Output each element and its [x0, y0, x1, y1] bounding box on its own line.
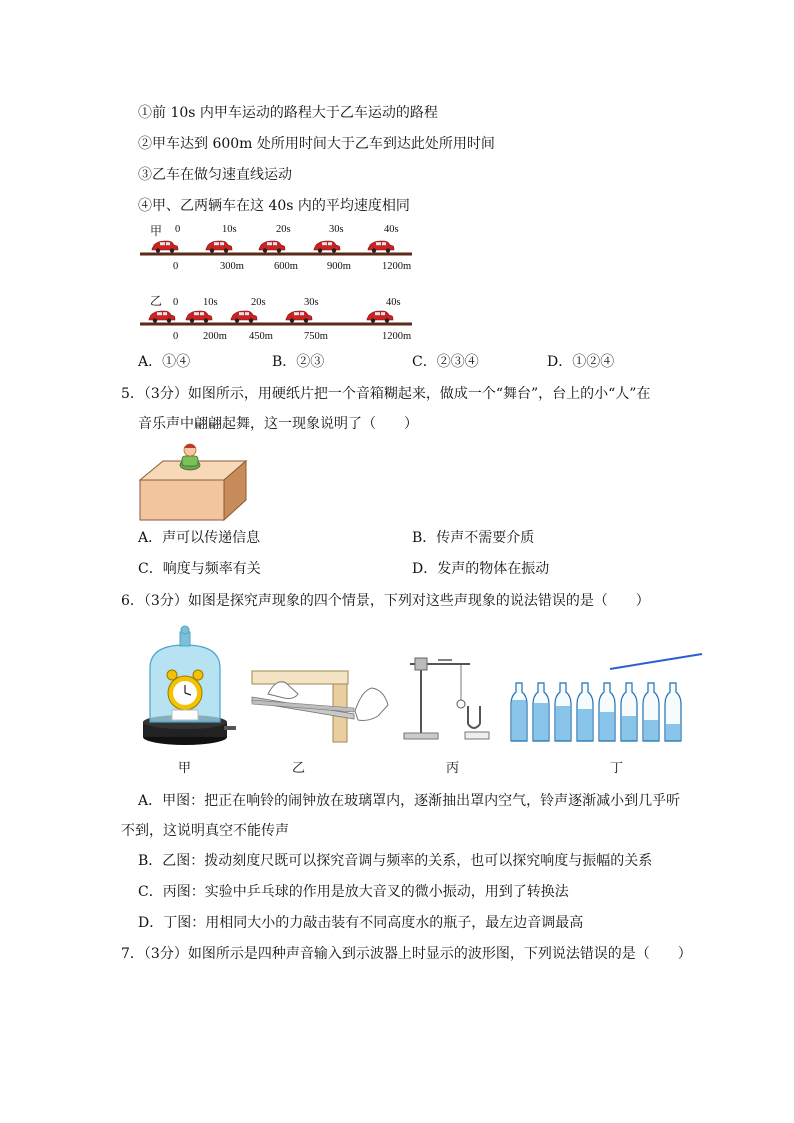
- car-b-time: 40s: [386, 297, 401, 308]
- q4-statement-4: ④甲、乙两辆车在这 40s 内的平均速度相同: [138, 198, 410, 214]
- car-b-time: 10s: [203, 297, 218, 308]
- water-bottles-illustration: [511, 683, 681, 741]
- q4-statement-3: ③乙车在做匀速直线运动: [138, 167, 292, 183]
- bottle: [555, 683, 571, 741]
- q4-option-a: A．①④: [138, 354, 191, 370]
- car-a-label: 甲: [150, 224, 163, 238]
- q4-statement-2: ②甲车达到 600m 处所用时间大于乙车到达此处所用时间: [138, 136, 495, 152]
- car-b-time: 30s: [304, 297, 319, 308]
- q5-stem-line1: 5．（3分）如图所示，用硬纸片把一个音箱糊起来，做成一个“舞台”，台上的小“人”在: [121, 386, 651, 402]
- q4-option-d: D．①②④: [547, 354, 615, 370]
- car-b-time: 0: [173, 297, 179, 308]
- car-b-distance: 1200m: [382, 331, 412, 342]
- q6-stem: 6．（3分）如图是探究声现象的四个情景，下列对这些声现象的说法错误的是（ ）: [121, 593, 650, 609]
- car-a-time: 40s: [384, 224, 399, 235]
- bottle-outline: [621, 683, 637, 741]
- bottle: [577, 683, 593, 741]
- car-a-distance: 900m: [327, 261, 351, 272]
- car-a-distance: 1200m: [382, 261, 412, 272]
- car-b-time: 20s: [251, 297, 266, 308]
- q6-option-a-cont: 不到，这说明真空不能传声: [121, 823, 289, 839]
- fig-label-jia: 甲: [178, 761, 192, 776]
- bottle-outline: [643, 683, 659, 741]
- car-b-distance: 0: [173, 331, 179, 342]
- car-a-time: 0: [175, 224, 181, 235]
- tuning-fork-illustration: [404, 658, 489, 739]
- q6-option-a: A．甲图：把正在响铃的闹钟放在玻璃罩内，逐渐抽出罩内空气，铃声逐渐减小到几乎听: [138, 793, 681, 809]
- car-a-distance: 0: [173, 261, 179, 272]
- fig-label-yi: 乙: [292, 761, 306, 776]
- q6-option-c: C．丙图：实验中乒乓球的作用是放大音叉的微小振动，用到了转换法: [138, 884, 569, 900]
- q6-option-d: D．丁图：用相同大小的力敲击装有不同高度水的瓶子，最左边音调最高: [138, 915, 584, 931]
- car-b-label: 乙: [150, 294, 163, 308]
- q5-stem-line2: 音乐声中翩翩起舞，这一现象说明了（ ）: [138, 416, 418, 432]
- q5-option-c: C．响度与频率有关: [138, 561, 261, 577]
- car-a-distance: 600m: [274, 261, 298, 272]
- bottle-outline: [533, 683, 549, 741]
- q6-option-b: B．乙图：拨动刻度尺既可以探究音调与频率的关系，也可以探究响度与振幅的关系: [138, 853, 653, 869]
- q4-statement-1: ①前 10s 内甲车运动的路程大于乙车运动的路程: [138, 105, 438, 121]
- fig-label-ding: 丁: [610, 761, 624, 776]
- fig-label-bing: 丙: [446, 761, 460, 776]
- bottle: [599, 683, 615, 741]
- bottle: [621, 683, 637, 741]
- bottle-outline: [555, 683, 571, 741]
- car-a-distance: 300m: [220, 261, 244, 272]
- car-b-distance: 200m: [203, 331, 227, 342]
- car-a-time: 30s: [329, 224, 344, 235]
- bottle: [665, 683, 681, 741]
- striking-rod: [610, 654, 702, 669]
- q5-option-a: A．声可以传递信息: [138, 530, 261, 546]
- q5-option-d: D．发声的物体在振动: [412, 561, 550, 577]
- car-a-time: 20s: [276, 224, 291, 235]
- car-b-distance: 450m: [249, 331, 273, 342]
- bottle: [643, 683, 659, 741]
- bottle-outline: [577, 683, 593, 741]
- bottle-outline: [665, 683, 681, 741]
- q4-option-b: B．②③: [272, 354, 325, 370]
- q4-option-c: C．②③④: [412, 354, 479, 370]
- bottle-outline: [511, 683, 527, 741]
- ruler-table-illustration: [252, 671, 388, 742]
- q7-stem: 7．（3分）如图所示是四种声音输入到示波器上时显示的波形图，下列说法错误的是（ ）: [121, 946, 692, 962]
- bottle-outline: [599, 683, 615, 741]
- car-a-time: 10s: [222, 224, 237, 235]
- q5-option-b: B．传声不需要介质: [412, 530, 535, 546]
- bell-jar-illustration: [143, 626, 236, 745]
- bottle: [511, 683, 527, 741]
- bottle: [533, 683, 549, 741]
- car-b-distance: 750m: [304, 331, 328, 342]
